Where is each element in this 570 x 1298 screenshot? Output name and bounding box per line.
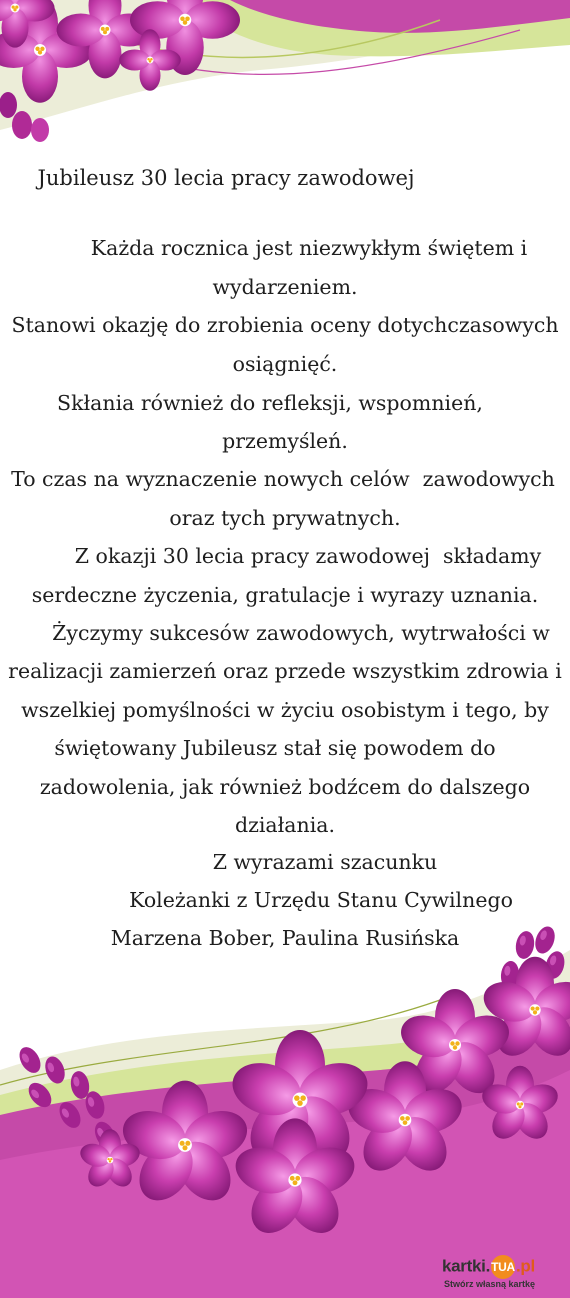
- signature-line: Koleżanki z Urzędu Stanu Cywilnego: [129, 888, 513, 912]
- wish-text-line: działania.: [234, 813, 336, 837]
- card-title: Jubileusz 30 lecia pracy zawodowej: [37, 166, 415, 190]
- wish-text-line: oraz tych prywatnych.: [169, 506, 401, 530]
- logo-brand: [442, 1255, 535, 1279]
- logo-brand-prefix: kartki.: [442, 1256, 490, 1276]
- kartki-tua-logo[interactable]: [442, 1255, 564, 1295]
- signature-names: Marzena Bober, Paulina Rusińska: [110, 926, 460, 950]
- closing-line: Z wyrazami szacunku: [212, 850, 438, 874]
- wish-text-line: Życzymy sukcesów zawodowych, wytrwałości w: [52, 621, 550, 645]
- logo-tagline: Stwórz własną kartkę: [444, 1279, 536, 1289]
- logo-brand-suffix: .pl: [516, 1256, 535, 1276]
- wish-text-line: realizacji zamierzeń oraz przede wszystkim zdrowia i: [8, 659, 562, 683]
- bottom-flower-decoration: [0, 920, 570, 1298]
- wish-text-line: Skłania również do refleksji, wspomnień,: [57, 391, 483, 415]
- wish-text-line: wydarzeniem.: [212, 275, 358, 299]
- wish-text-line: To czas na wyznaczenie nowych celów zawodowych: [11, 467, 555, 491]
- wish-text-line: Z okazji 30 lecia pracy zawodowej składamy: [74, 544, 542, 568]
- wish-text-line: wszelkiej pomyślności w życiu osobistym i tego, by: [21, 698, 549, 722]
- wish-text-line: Każda rocznica jest niezwykłym świętem i: [90, 236, 528, 260]
- top-flower-decoration: [0, 0, 570, 150]
- wish-text-line: serdeczne życzenia, gratulacje i wyrazy uznania.: [31, 583, 539, 607]
- wish-text-line: zadowolenia, jak również bodźcem do dalszego: [39, 775, 531, 799]
- wish-text-line: osiągnięć.: [232, 352, 338, 376]
- logo-brand-mid: TUA: [491, 1255, 515, 1279]
- wish-text-line: świętowany Jubileusz stał się powodem do: [54, 736, 496, 760]
- wish-text-line: Stanowi okazję do zrobienia oceny dotychczasowych: [11, 313, 559, 337]
- wish-text-line: przemyśleń.: [222, 429, 348, 453]
